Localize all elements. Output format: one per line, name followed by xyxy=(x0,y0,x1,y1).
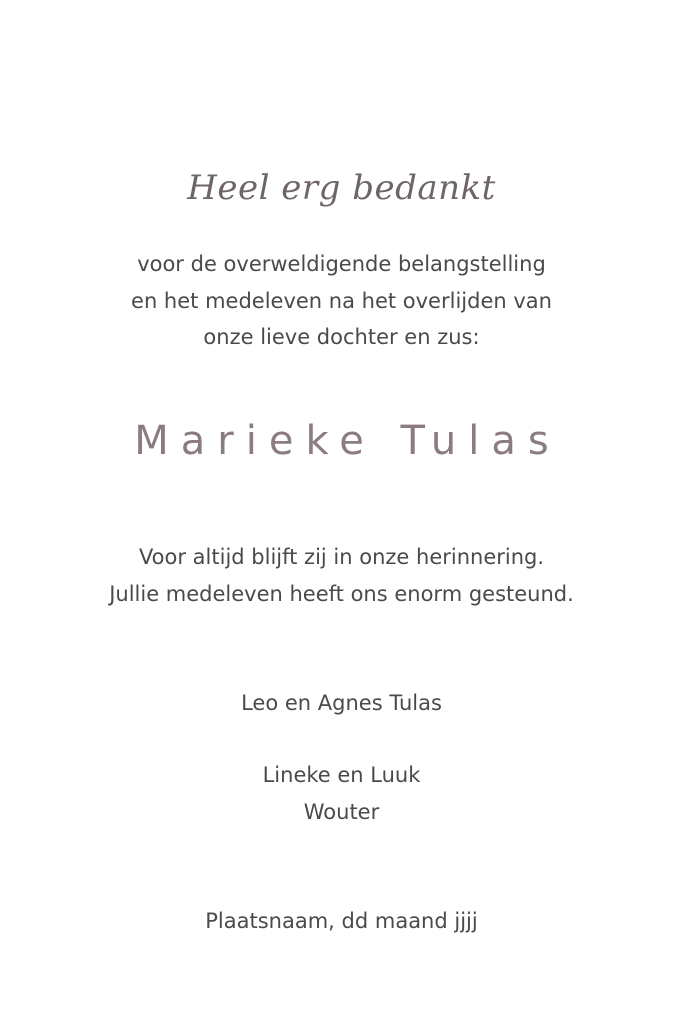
card-title: Heel erg bedankt xyxy=(187,168,496,208)
family-member: Wouter xyxy=(303,799,380,824)
family-member: Lineke en Luuk xyxy=(262,763,421,787)
deceased-name: Marieke Tulas xyxy=(134,418,561,464)
closing-line: Jullie medeleven heeft ons enorm gesteund. xyxy=(109,581,574,606)
family-member: Leo en Agnes Tulas xyxy=(241,691,442,715)
closing-line: Voor altijd blijft zij in onze herinnering. xyxy=(138,545,545,569)
family-signature-siblings xyxy=(0,757,683,830)
place-date: Plaatsnaam, dd maand jjjj xyxy=(205,909,478,933)
intro-line: onze lieve dochter en zus: xyxy=(203,325,480,349)
intro-line: voor de overweldigende belangstelling xyxy=(137,252,546,276)
intro-line: en het medeleven na het overlijden van xyxy=(131,288,552,313)
closing-text xyxy=(0,539,683,612)
intro-text xyxy=(0,246,683,356)
family-signature-parents xyxy=(0,685,683,722)
